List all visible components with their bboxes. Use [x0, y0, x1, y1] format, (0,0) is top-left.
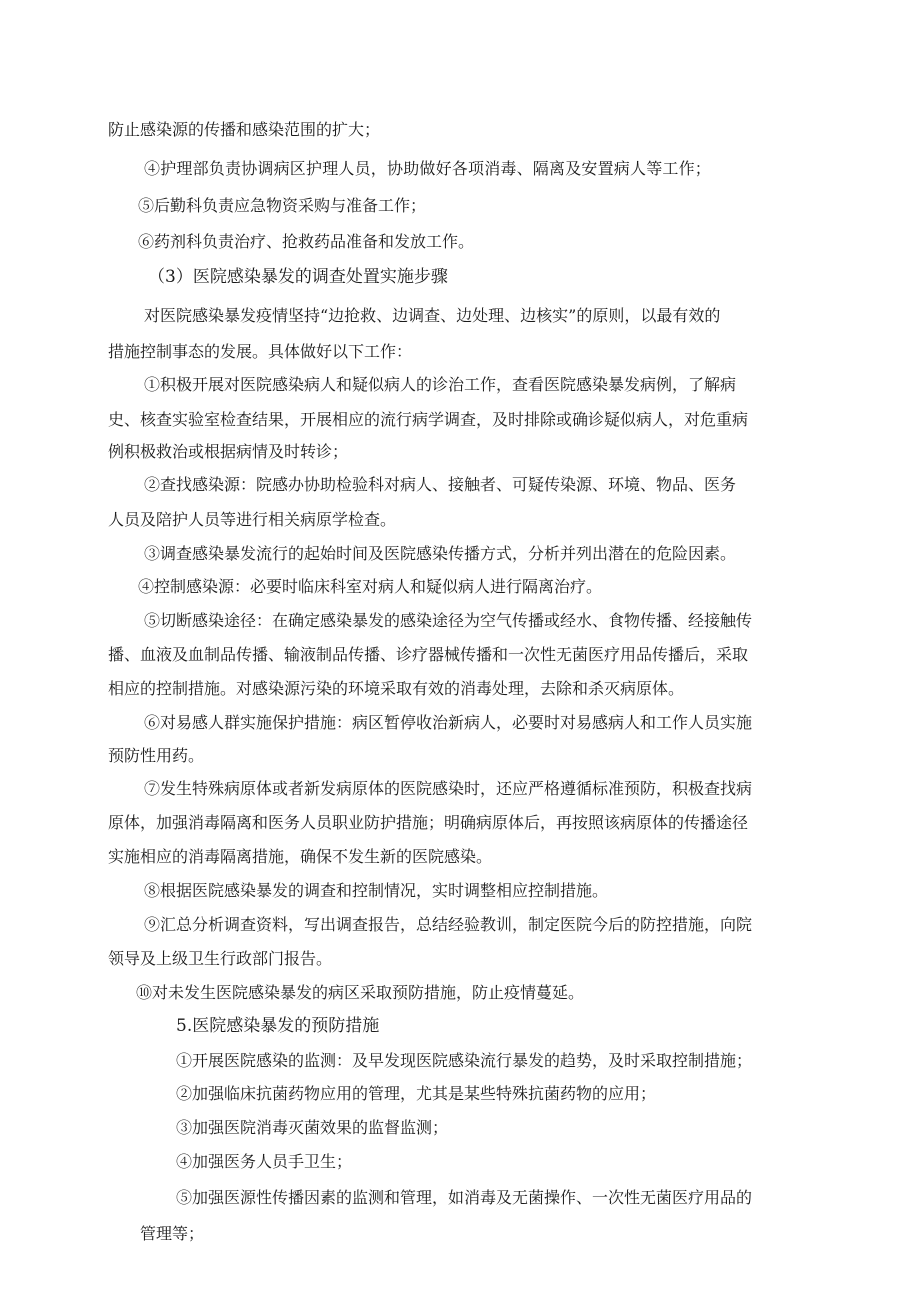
text-line: ①积极开展对医院感染病人和疑似病人的诊治工作，查看医院感染暴发病例，了解病: [144, 375, 737, 394]
text-line: 防止感染源的传播和感染范围的扩大；: [108, 120, 381, 139]
text-line: 相应的控制措施。对感染源污染的环境采取有效的消毒处理，去除和杀灭病原体。: [108, 679, 685, 698]
text-line: ⑤后勤科负责应急物资采购与准备工作；: [138, 196, 427, 215]
text-line: 原体，加强消毒隔离和医务人员职业防护措施；明确病原体后，再按照该病原体的传播途径: [108, 813, 749, 832]
text-line: ⑦发生特殊病原体或者新发病原体的医院感染时，还应严格遵循标准预防，积极查找病: [144, 779, 753, 798]
text-line: ①开展医院感染的监测：及早发现医院感染流行暴发的趋势，及时采取控制措施；: [176, 1051, 753, 1070]
text-line: ④控制感染源：必要时临床科室对病人和疑似病人进行隔离治疗。: [138, 577, 603, 596]
text-line: 领导及上级卫生行政部门报告。: [108, 949, 333, 968]
text-line: ⑧根据医院感染暴发的调查和控制情况，实时调整相应控制措施。: [144, 881, 609, 900]
text-line: ⑩对未发生医院感染暴发的病区采取预防措施，防止疫情蔓延。: [136, 983, 585, 1002]
section-heading: 5.医院感染暴发的预防措施: [176, 1016, 380, 1036]
text-line: 管理等；: [140, 1224, 205, 1243]
text-line: 人员及陪护人员等进行相关病原学检查。: [108, 510, 397, 529]
text-line: ⑤切断感染途径：在确定感染暴发的感染途径为空气传播或经水、食物传播、经接触传: [144, 611, 753, 630]
text-line: ②查找感染源：院感办协助检验科对病人、接触者、可疑传染源、环境、物品、医务: [144, 475, 737, 494]
text-line: 史、核查实验室检查结果，开展相应的流行病学调查，及时排除或确诊疑似病人，对危重病: [108, 410, 749, 429]
section-heading: （3）医院感染暴发的调查处置实施步骤: [148, 267, 448, 287]
text-line: 实施相应的消毒隔离措施，确保不发生新的医院感染。: [108, 847, 493, 866]
text-line: ⑨汇总分析调查资料，写出调查报告，总结经验教训，制定医院今后的防控措施，向院: [144, 915, 753, 934]
text-line: ④加强医务人员手卫生；: [176, 1152, 353, 1171]
text-line: ③调查感染暴发流行的起始时间及医院感染传播方式，分析并列出潜在的危险因素。: [144, 544, 737, 563]
text-line: ②加强临床抗菌药物应用的管理，尤其是某些特殊抗菌药物的应用；: [176, 1084, 657, 1103]
text-line: 对医院感染暴发疫情坚持“边抢救、边调查、边处理、边核实”的原则，以最有效的: [144, 306, 721, 325]
text-line: 措施控制事态的发展。具体做好以下工作：: [108, 342, 413, 361]
text-line: ⑥药剂科负责治疗、抢救药品准备和发放工作。: [138, 232, 475, 251]
text-line: ③加强医院消毒灭菌效果的监督监测；: [176, 1118, 449, 1137]
text-line: ④护理部负责协调病区护理人员，协助做好各项消毒、隔离及安置病人等工作；: [144, 159, 712, 178]
text-line: 播、血液及血制品传播、输液制品传播、诊疗器械传播和一次性无菌医疗用品传播后，采取: [108, 645, 749, 664]
text-line: 例积极救治或根据病情及时转诊；: [108, 442, 349, 461]
text-line: 预防性用药。: [108, 746, 205, 765]
text-line: ⑥对易感人群实施保护措施：病区暂停收治新病人，必要时对易感病人和工作人员实施: [144, 713, 753, 732]
text-line: ⑤加强医源性传播因素的监测和管理，如消毒及无菌操作、一次性无菌医疗用品的: [176, 1188, 753, 1207]
